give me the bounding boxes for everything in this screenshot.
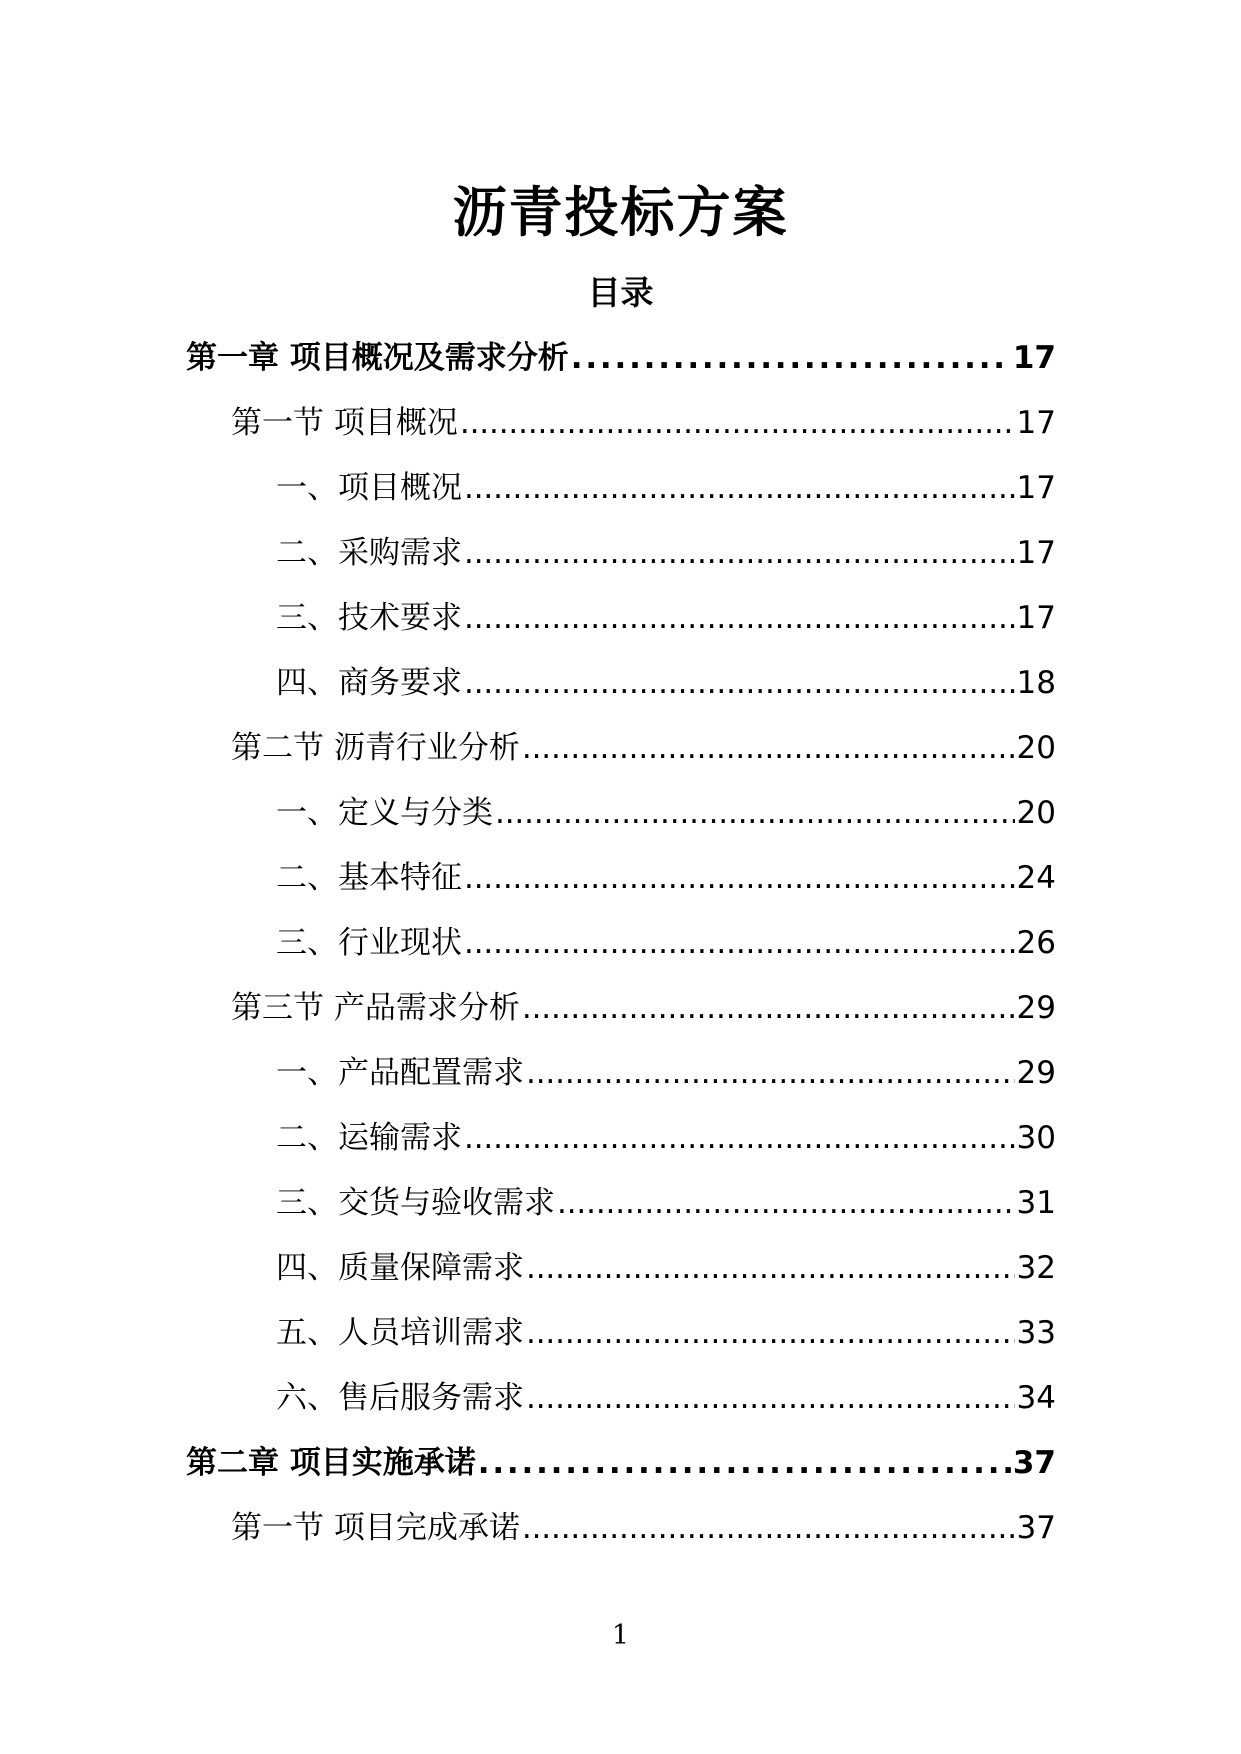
toc-dot-leader [464,592,1015,644]
toc-entry-text: 一、产品配置需求 [276,1055,524,1091]
toc-entry-text: 二、运输需求 [276,1120,462,1156]
toc-dot-leader [522,722,1015,774]
toc-heading: 目录 [587,273,654,312]
toc-dot-leader [571,332,1011,384]
toc-entry-page-number: 34 [1016,1380,1056,1416]
toc-entry-page-number: 20 [1016,795,1056,831]
toc-dot-leader [464,917,1015,969]
toc-dot-leader [464,852,1015,904]
toc-entry-page-number: 37 [1016,1510,1056,1546]
toc-entry-text: 六、售后服务需求 [276,1380,524,1416]
toc-entry-page-number: 17 [1016,405,1056,441]
toc-entry-page-number: 26 [1016,925,1056,961]
page-number: 1 [611,1620,630,1651]
toc-entry-page-number: 18 [1016,665,1056,701]
toc-subsection-entry[interactable] [186,852,1056,917]
toc-subsection-entry[interactable] [186,462,1056,527]
toc-dot-leader [557,1177,1015,1229]
toc-subsection-entry[interactable] [186,787,1056,852]
toc-entry-page-number: 24 [1016,860,1056,896]
toc-dot-leader [526,1307,1015,1359]
toc-entry-text: 第二节 沥青行业分析 [231,730,520,766]
toc-dot-leader [460,397,1015,449]
toc-entry-page-number: 37 [1012,1445,1056,1481]
toc-entry-text: 四、商务要求 [276,665,462,701]
toc-dot-leader [464,1112,1015,1164]
toc-chapter-entry[interactable] [186,1437,1056,1502]
toc-entry-page-number: 17 [1012,340,1056,376]
toc-dot-leader [495,787,1015,839]
toc-entry-page-number: 17 [1016,535,1056,571]
toc-dot-leader [464,657,1015,709]
toc-entry-text: 一、定义与分类 [276,795,493,831]
toc-chapter-entry[interactable] [186,332,1056,397]
toc-subsection-entry[interactable] [186,1307,1056,1372]
toc-entry-text: 第一章 项目概况及需求分析 [186,340,569,376]
toc-subsection-entry[interactable] [186,917,1056,982]
toc-dot-leader [522,1502,1015,1554]
toc-dot-leader [478,1437,1011,1489]
toc-entry-page-number: 17 [1016,470,1056,506]
toc-subsection-entry[interactable] [186,1242,1056,1307]
toc-subsection-entry[interactable] [186,657,1056,722]
toc-entry-text: 三、行业现状 [276,925,462,961]
toc-subsection-entry[interactable] [186,1047,1056,1112]
toc-entry-text: 第三节 产品需求分析 [231,990,520,1026]
toc-dot-leader [464,527,1015,579]
toc-entry-page-number: 20 [1016,730,1056,766]
toc-entry-page-number: 30 [1016,1120,1056,1156]
toc-entry-text: 四、质量保障需求 [276,1250,524,1286]
toc-entry-text: 第一节 项目概况 [231,405,458,441]
toc-entry-text: 三、技术要求 [276,600,462,636]
toc-entry-page-number: 17 [1016,600,1056,636]
toc-entry-page-number: 32 [1016,1250,1056,1286]
toc-dot-leader [522,982,1015,1034]
document-title: 沥青投标方案 [452,181,789,244]
toc-dot-leader [464,462,1015,514]
toc-section-entry[interactable] [186,1502,1056,1567]
toc-subsection-entry[interactable] [186,592,1056,657]
toc-dot-leader [526,1242,1015,1294]
toc-dot-leader [526,1047,1015,1099]
toc-entry-text: 三、交货与验收需求 [276,1185,555,1221]
toc-entry-text: 二、基本特征 [276,860,462,896]
toc-subsection-entry[interactable] [186,527,1056,592]
toc-section-entry[interactable] [186,982,1056,1047]
toc-subsection-entry[interactable] [186,1112,1056,1177]
toc-entry-page-number: 29 [1016,990,1056,1026]
toc-entry-text: 一、项目概况 [276,470,462,506]
toc-section-entry[interactable] [186,722,1056,787]
toc-entry-page-number: 29 [1016,1055,1056,1091]
toc-section-entry[interactable] [186,397,1056,462]
toc-subsection-entry[interactable] [186,1372,1056,1437]
toc-entry-text: 五、人员培训需求 [276,1315,524,1351]
toc-entry-page-number: 33 [1016,1315,1056,1351]
toc-subsection-entry[interactable] [186,1177,1056,1242]
toc-entry-text: 第二章 项目实施承诺 [186,1445,476,1481]
toc-entry-page-number: 31 [1016,1185,1056,1221]
table-of-contents [186,332,1056,1567]
toc-entry-text: 二、采购需求 [276,535,462,571]
toc-dot-leader [526,1372,1015,1424]
toc-entry-text: 第一节 项目完成承诺 [231,1510,520,1546]
